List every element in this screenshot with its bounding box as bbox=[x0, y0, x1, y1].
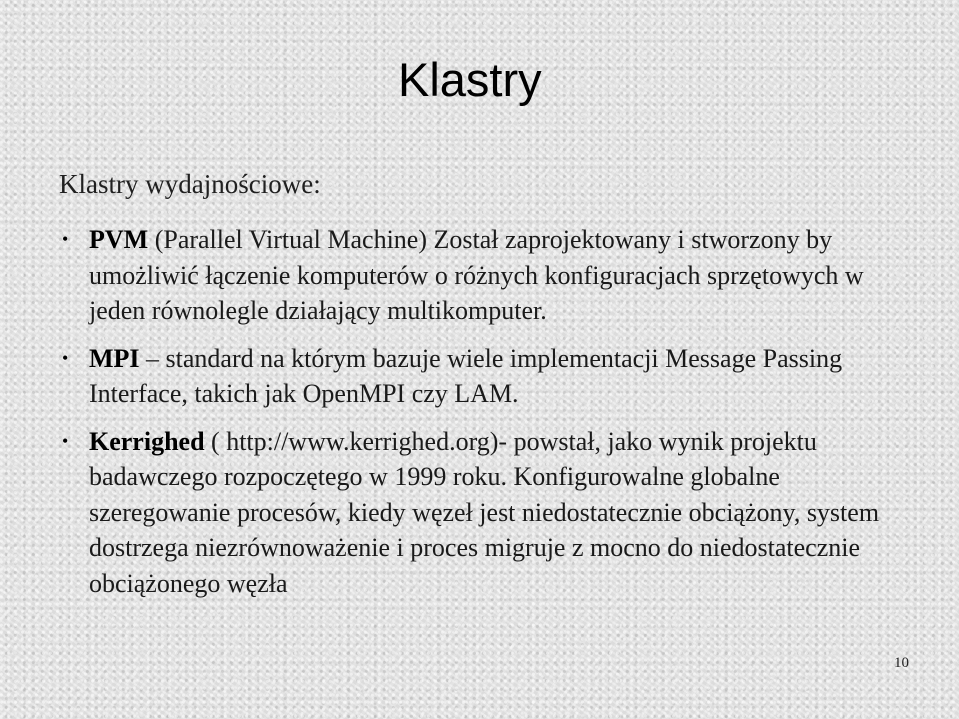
bullet-list bbox=[62, 222, 904, 601]
bullet-dot-icon: • bbox=[62, 347, 69, 368]
page-number: 10 bbox=[894, 655, 909, 671]
bullet-item-kerrighed bbox=[62, 424, 904, 602]
intro-heading: Klastry wydajnościowe: bbox=[59, 169, 321, 199]
bullet-item-mpi bbox=[62, 341, 904, 412]
bullet-dot-icon: • bbox=[62, 430, 69, 451]
bullet-text: – standard na którym bazuje wiele implementacji Message Passing Interface, takich jak OpenMPI czy LAM. bbox=[89, 343, 843, 408]
bullet-text: ( http://www.kerrighed.org)- powstał, jako wynik projektu badawczego rozpoczętego w 1999 roku. Konfigurowalne globalne szeregowanie procesów, kiedy węzeł jest niedostatecznie obciążony, system dostrzega niezrównoważenie i proces migruje z mocno do niedostatecznie obciążonego węzła bbox=[89, 426, 880, 598]
bullet-term: PVM bbox=[89, 225, 149, 254]
bullet-item-pvm bbox=[62, 222, 904, 329]
bullet-term: Kerrighed bbox=[89, 426, 205, 456]
bullet-text: (Parallel Virtual Machine) Został zaprojektowany i stworzony by umożliwić łączenie komputerów o różnych konfiguracjach sprzętowych w jeden równolegle działający multikomputer. bbox=[89, 225, 864, 325]
slide-title: Klastry bbox=[398, 53, 542, 106]
bullet-term: MPI bbox=[89, 343, 140, 373]
bullet-dot-icon: • bbox=[62, 229, 69, 249]
